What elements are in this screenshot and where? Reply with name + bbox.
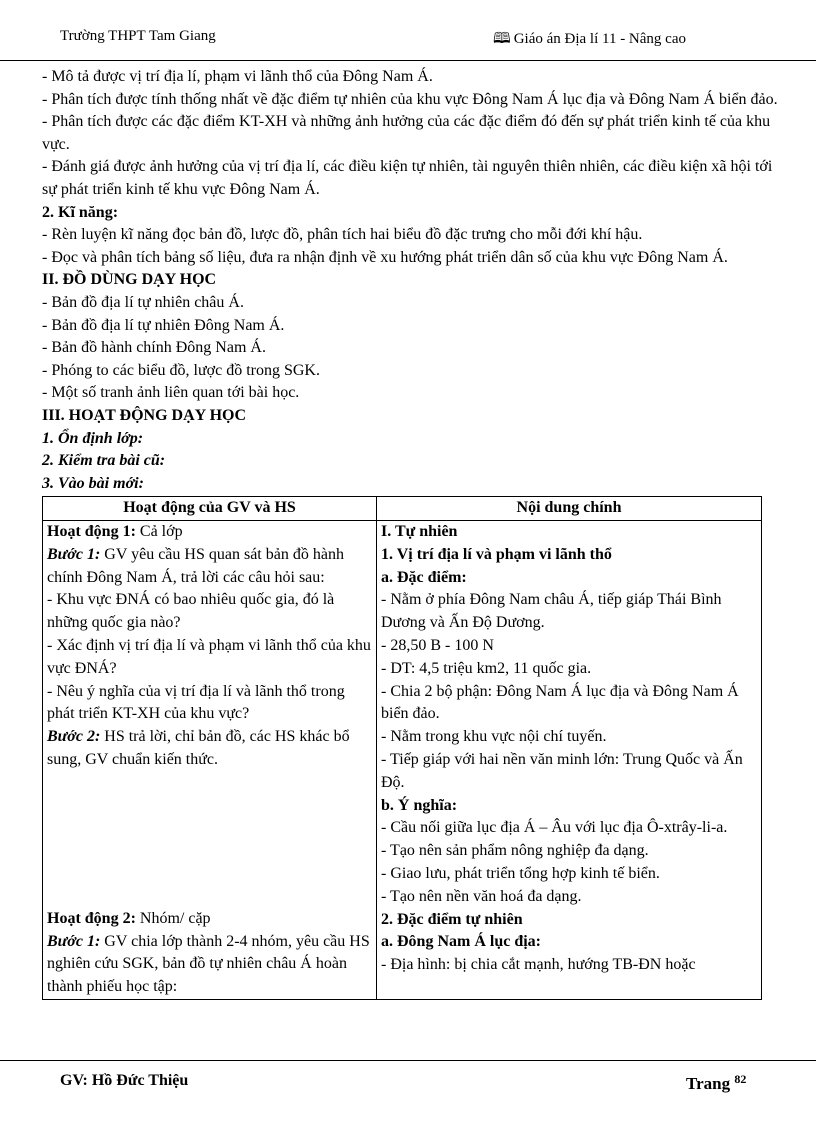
page-label: Trang (686, 1074, 731, 1093)
b1-text: GV yêu cầu HS quan sát bản đồ hành chính Đông Nam Á, trả lời các câu hỏi sau: (47, 545, 344, 586)
col-header-activities: Hoạt động của GV và HS (43, 497, 377, 521)
activities-heading: III. HOẠT ĐỘNG DẠY HỌC (42, 406, 247, 424)
feature-4: - Chia 2 bộ phận: Đông Nam Á lục địa và Đông Nam Á biển đảo. (381, 682, 739, 723)
col-header-content: Nội dung chính (377, 497, 762, 521)
objective-4: - Đánh giá được ảnh hưởng của vị trí địa lí, các điều kiện tự nhiên, tài nguyên thiên nhiên, các điều kiện xã hội tới sự phát triển kinh tế khu vực Đông Nam Á. (42, 158, 773, 198)
skills-heading: 2. Kĩ năng: (42, 203, 119, 221)
subject-title: Giáo án Địa lí 11 - Nâng cao (513, 31, 686, 47)
sub-features: a. Đặc điểm: (381, 568, 467, 586)
skill-2: - Đọc và phân tích bảng số liệu, đưa ra nhận định về xu hướng phát triển dân số của khu vực Đông Nam Á. (42, 248, 728, 266)
b1b-label: Bước 1: (47, 932, 101, 950)
sub-natural: 2. Đặc điểm tự nhiên (381, 910, 523, 928)
document-body (42, 66, 782, 1000)
sub-meaning: b. Ý nghĩa: (381, 796, 458, 814)
hd2-text: Nhóm/ cặp (135, 909, 211, 927)
material-2: - Bản đồ địa lí tự nhiên Đông Nam Á. (42, 316, 285, 334)
question-2: - Xác định vị trí địa lí và phạm vi lãnh thổ của khu vực ĐNÁ? (47, 637, 371, 677)
subject-title-wrap (493, 28, 686, 53)
hd1-text: Cả lớp (135, 523, 183, 541)
page-number: 82 (734, 1072, 747, 1086)
meaning-2: - Tạo nên sản phẩm nông nghiệp đa dạng. (381, 842, 649, 860)
book-icon: 🕮 (493, 31, 511, 47)
materials-heading: II. ĐỒ DÙNG DẠY HỌC (42, 271, 217, 289)
page-header (0, 0, 816, 60)
step-1: 1. Ổn định lớp: (42, 429, 144, 447)
b1b-text: GV chia lớp thành 2-4 nhóm, yêu cầu HS nghiên cứu SGK, bản đồ tự nhiên châu Á hoàn thành phiếu học tập: (47, 932, 370, 996)
header-rule (0, 60, 816, 61)
terrain-line: - Địa hình: bị chia cắt mạnh, hướng TB-ĐN hoặc (381, 956, 696, 974)
feature-1: - Nằm ở phía Đông Nam châu Á, tiếp giáp Thái Bình Dương và Ấn Độ Dương. (381, 591, 722, 632)
step-3: 3. Vào bài mới: (42, 474, 144, 492)
table-header-row (43, 497, 762, 521)
objective-3: - Phân tích được các đặc điểm KT-XH và những ảnh hưởng của các đặc điểm đó đến sự phát triển kinh tế của khu vực. (42, 113, 771, 153)
question-3: - Nêu ý nghĩa của vị trí địa lí và lãnh thổ trong phát triển KT-XH của khu vực? (47, 682, 345, 723)
table-row (43, 521, 762, 1000)
b2-label: Bước 2: (47, 728, 101, 746)
objective-2: - Phân tích được tính thống nhất về đặc điểm tự nhiên của khu vực Đông Nam Á lục địa và Đông Nam Á biển đảo. (42, 90, 778, 108)
lesson-table (42, 496, 762, 1000)
b1-label: Bước 1: (47, 545, 101, 563)
content-cell (377, 521, 762, 1000)
meaning-3: - Giao lưu, phát triển tổng hợp kinh tế biển. (381, 865, 660, 883)
meaning-4: - Tạo nên nền văn hoá đa dạng. (381, 887, 582, 905)
hd2-label: Hoạt động 2: (47, 909, 136, 927)
feature-6: - Tiếp giáp với hai nền văn minh lớn: Trung Quốc và Ấn Độ. (381, 751, 743, 791)
skill-1: - Rèn luyện kĩ năng đọc bản đồ, lược đồ, phân tích hai biểu đồ đặc trưng cho mỗi đới khí hậu. (42, 226, 643, 244)
feature-5: - Nằm trong khu vực nội chí tuyến. (381, 728, 607, 746)
spacer (47, 772, 372, 908)
school-name: Trường THPT Tam Giang (60, 28, 216, 44)
material-4: - Phóng to các biểu đồ, lược đồ trong SGK. (42, 361, 320, 379)
section-nature: I. Tự nhiên (381, 523, 458, 541)
step-2: 2. Kiểm tra bài cũ: (42, 452, 166, 470)
sub-location: 1. Vị trí địa lí và phạm vi lãnh thổ (381, 545, 612, 563)
activities-cell (43, 521, 377, 1000)
page-footer (0, 1060, 816, 1123)
b2-text: HS trả lời, chỉ bản đồ, các HS khác bổ sung, GV chuẩn kiến thức. (47, 728, 350, 769)
sub-mainland: a. Đông Nam Á lục địa: (381, 933, 542, 951)
meaning-1: - Cầu nối giữa lục địa Á – Âu với lục địa Ô-xtrây-li-a. (381, 819, 728, 837)
hd1-label: Hoạt động 1: (47, 523, 136, 541)
page-indicator (686, 1072, 746, 1094)
material-1: - Bản đồ địa lí tự nhiên châu Á. (42, 293, 244, 311)
feature-2: - 28,50 B - 100 N (381, 637, 494, 655)
question-1: - Khu vực ĐNÁ có bao nhiêu quốc gia, đó là những quốc gia nào? (47, 591, 335, 632)
material-3: - Bản đồ hành chính Đông Nam Á. (42, 339, 266, 357)
material-5: - Một số tranh ảnh liên quan tới bài học. (42, 384, 300, 402)
objective-1: - Mô tả được vị trí địa lí, phạm vi lãnh thổ của Đông Nam Á. (42, 68, 433, 85)
teacher-name: GV: Hồ Đức Thiệu (60, 1072, 189, 1089)
feature-3: - DT: 4,5 triệu km2, 11 quốc gia. (381, 659, 592, 677)
